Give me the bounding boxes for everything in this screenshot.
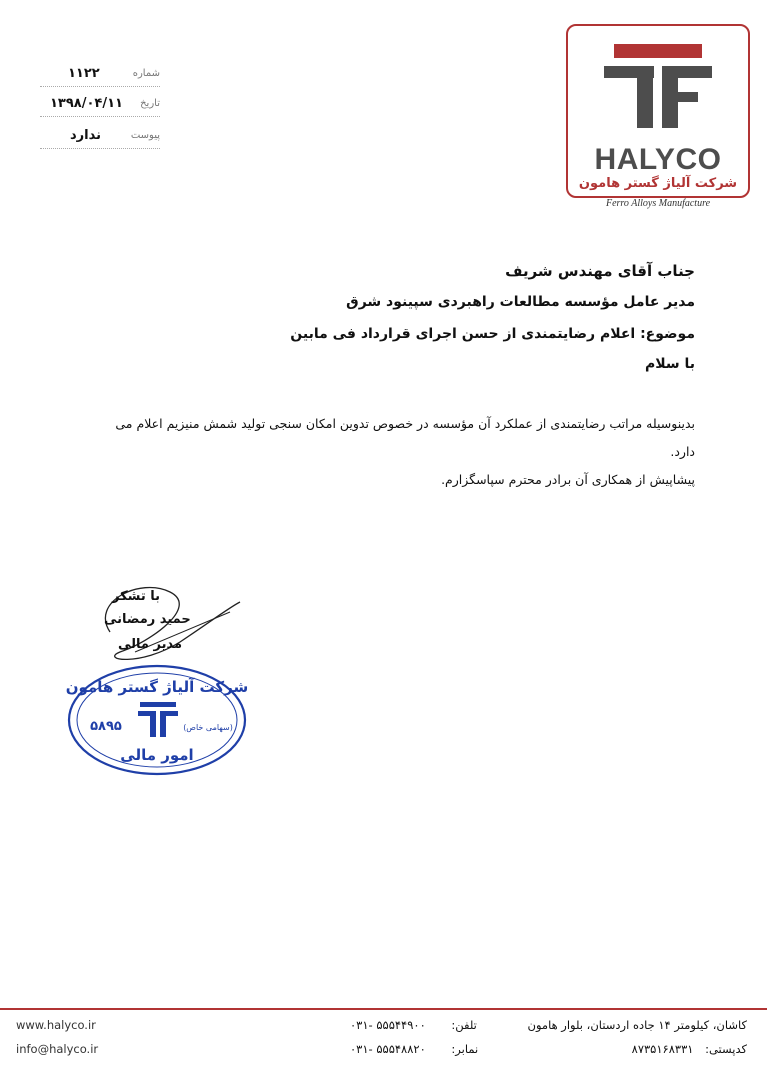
footer-postal-row xyxy=(632,1042,747,1056)
letter-number-row xyxy=(40,64,160,87)
letter-date-row xyxy=(40,94,160,117)
body-paragraph: بدینوسیله مراتب رضایتمندی از عملکرد آن مؤسسه در خصوص تدوین امکان سنجی تولید شمش منیزیم اعلام می دارد. xyxy=(115,416,695,459)
stamp-department-text: امور مالی xyxy=(120,746,194,764)
footer-website[interactable]: www.halyco.ir xyxy=(16,1018,96,1032)
footer-phone-row xyxy=(350,1018,477,1032)
recipient-line: جناب آقای مهندس شریف xyxy=(505,262,695,280)
footer-fax: ۰۳۱- ۵۵۵۴۸۸۲۰ xyxy=(350,1042,426,1056)
signature-scribble xyxy=(80,572,250,682)
letter-attachment-label: پیوست xyxy=(130,130,160,141)
stamp-company-text: شرکت آلیاژ گستر هامون xyxy=(65,678,249,696)
footer-fax-label: نمابر: xyxy=(451,1042,479,1056)
letter-attachment-row xyxy=(40,126,160,149)
footer-divider xyxy=(0,1008,767,1010)
footer-fax-row xyxy=(350,1042,478,1056)
letter-date-label: تاریخ xyxy=(140,98,160,109)
logo-persian-name: شرکت آلیاژ گستر هامون xyxy=(578,176,738,191)
footer-address: کاشان، کیلومتر ۱۴ جاده اردستان، بلوار هامون xyxy=(527,1018,747,1032)
closing-line: پیشاپیش از همکاری آن برادر محترم سپاسگزارم. xyxy=(441,472,695,487)
logo-tagline: Ferro Alloys Manufacture xyxy=(605,198,711,209)
footer-email[interactable]: info@halyco.ir xyxy=(16,1042,99,1056)
letter-attachment-value: ندارد xyxy=(70,128,102,143)
stamp-number-text: ۵۸۹۵ xyxy=(90,719,122,734)
stamp-mark-icon xyxy=(138,702,178,737)
stamp-type-text: (سهامی خاص) xyxy=(183,723,233,732)
signature-name: حمید رمضانی xyxy=(104,612,191,627)
footer-phone: ۰۳۱- ۵۵۵۴۴۹۰۰ xyxy=(350,1018,426,1032)
footer-phone-label: تلفن: xyxy=(451,1018,477,1032)
subject-line: موضوع: اعلام رضایتمندی از حسن اجرای قرارداد فی مابین xyxy=(290,326,695,342)
signature-thanks: با تشکر xyxy=(112,589,161,604)
recipient-title: مدیر عامل مؤسسه مطالعات راهبردی سپینود شرق xyxy=(346,294,695,310)
greeting-line: با سلام xyxy=(644,356,695,372)
letter-number-value: ۱۱۲۲ xyxy=(68,66,100,81)
company-logo xyxy=(566,24,750,209)
signature-title: مدیر مالی xyxy=(118,637,183,652)
footer-postal: ۸۷۳۵۱۶۸۳۳۱ xyxy=(631,1042,694,1056)
letter-date-value: ۱۳۹۸/۰۴/۱۱ xyxy=(50,96,123,111)
logo-wordmark: HALYCO xyxy=(594,143,722,176)
halyco-mark-icon xyxy=(604,36,712,136)
footer-postal-label: کدپستی: xyxy=(705,1042,747,1056)
letter-number-label: شماره xyxy=(132,68,160,79)
